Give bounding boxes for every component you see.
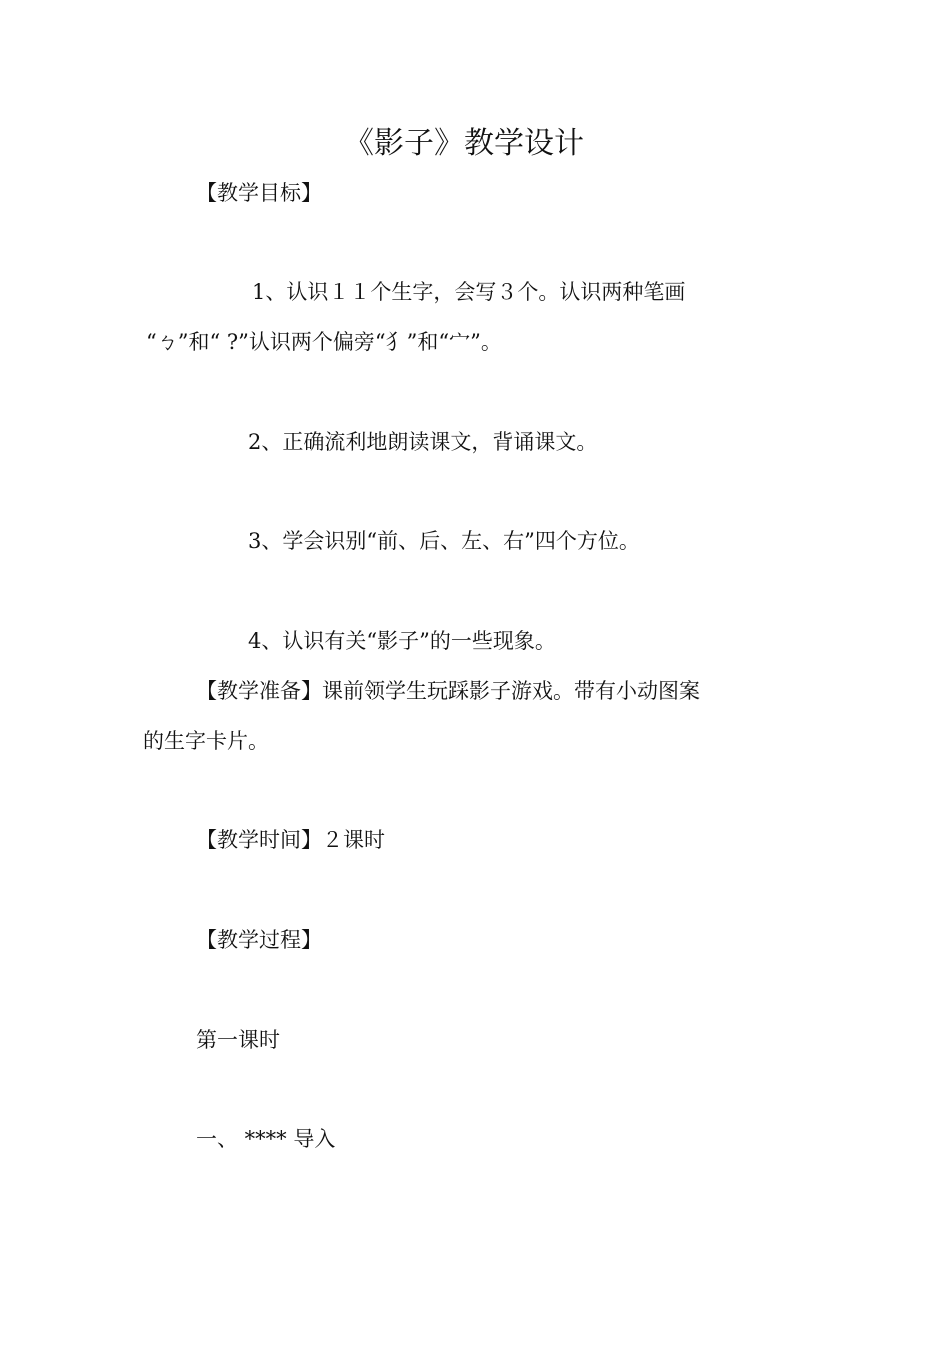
teaching-time: 【教学时间】２课时 bbox=[196, 828, 385, 852]
goal-heading: 【教学目标】 bbox=[196, 181, 322, 205]
process-heading: 【教学过程】 bbox=[196, 928, 322, 952]
lesson-heading: 第一课时 bbox=[196, 1028, 280, 1052]
document-title: 《影子》教学设计 bbox=[344, 126, 584, 161]
goal-item-1-continued: “ㄅ”和“ ?”认识两个偏旁“犭”和“宀”。 bbox=[146, 330, 502, 354]
section-heading-one: 一、 **** 导入 bbox=[196, 1127, 336, 1151]
goal-item-1: 1、认识１１个生字，会写３个。认识两种笔画 bbox=[252, 280, 686, 304]
goal-item-2: 2、正确流利地朗读课文，背诵课文。 bbox=[248, 430, 598, 454]
goal-item-4: 4、认识有关“影子”的一些现象。 bbox=[248, 629, 556, 653]
preparation-paragraph-continued: 的生字卡片。 bbox=[143, 729, 269, 753]
preparation-paragraph: 【教学准备】课前领学生玩踩影子游戏。带有小动图案 bbox=[196, 679, 700, 703]
goal-item-3: 3、学会识别“前、后、左、右”四个方位。 bbox=[248, 529, 640, 553]
